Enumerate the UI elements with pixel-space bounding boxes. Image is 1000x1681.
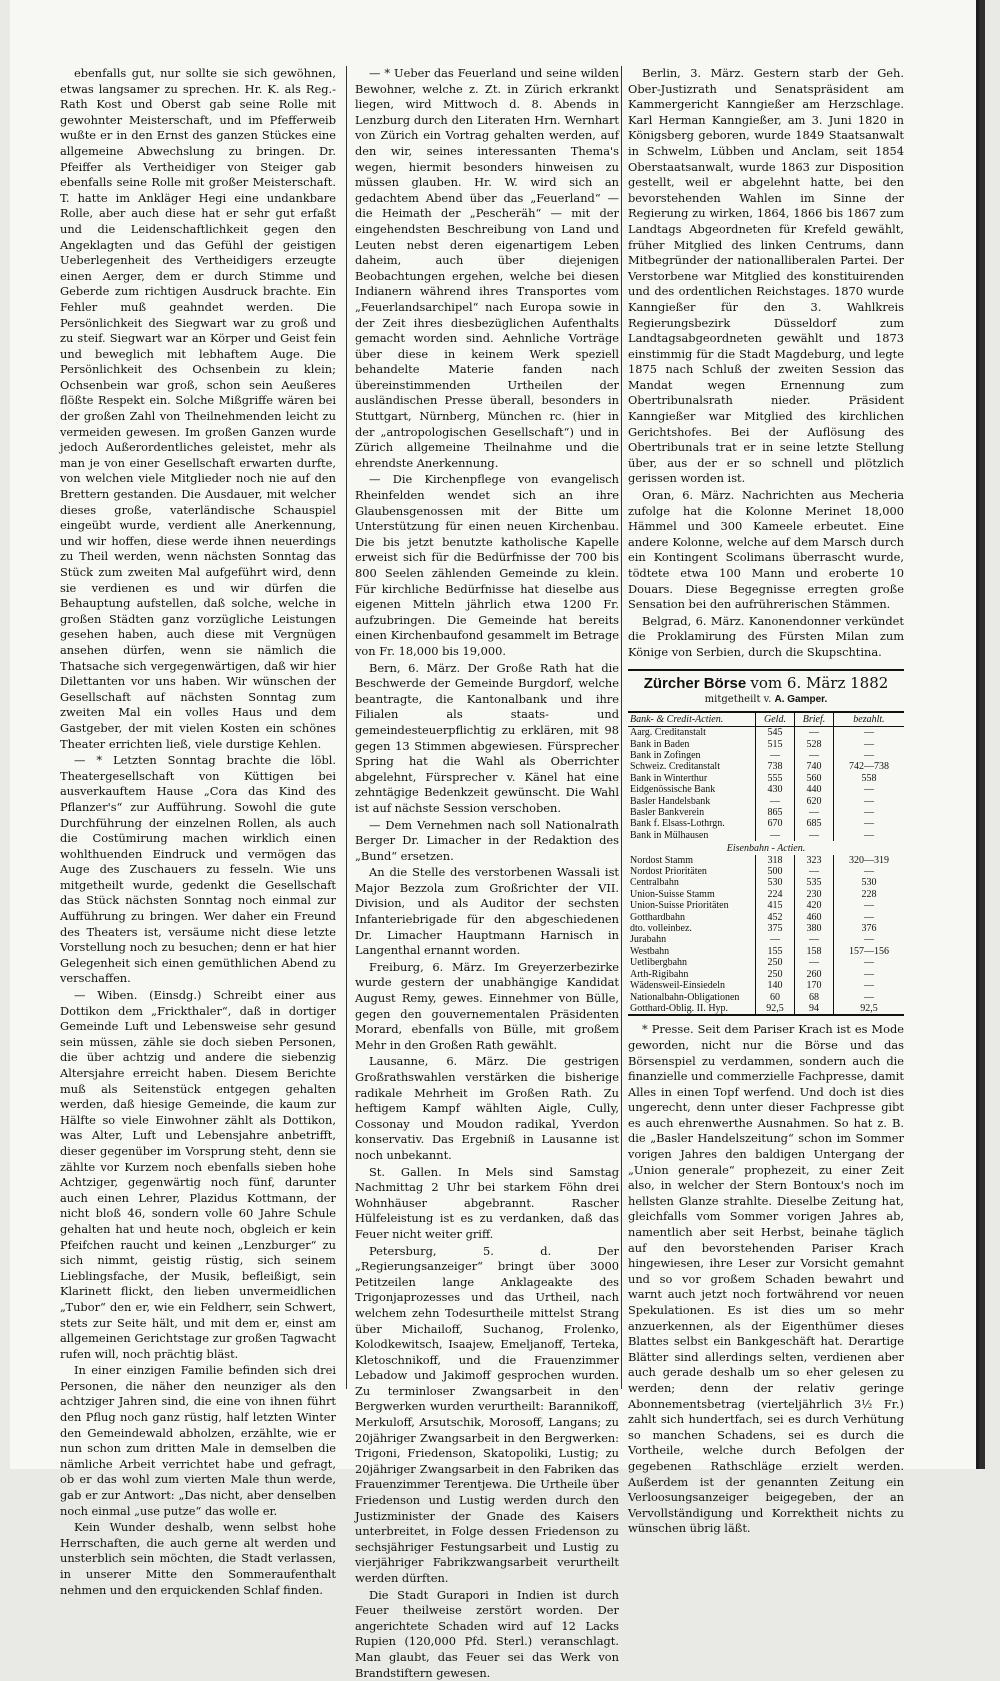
bid-price: 155 xyxy=(756,946,795,957)
bid-price: 250 xyxy=(756,957,795,968)
article-paragraph: — * Ueber das Feuerland und seine wilden Bewohner, welche z. Zt. in Zürich erkrankt liegen, wird Mittwoch d. 8. Abends in Lenzburg durch den Literaten Hrn. Wernhart von Zürich ein Vortrag gehalten werden, auf den wir, seines interessanten Thema's wegen, hiermit besonders hinweisen zu müssen glauben. Hr. W. wird sich an gedachtem Abend über das „Feuerland“ — die Heimath der „Pescheräh“ — mit der eingehendsten Beschreibung von Land und Leuten nebst deren eigenartigem Leben daheim, auch über diejenigen Beobachtungen ergehen, welche bei diesen Indianern während ihres Transportes vom „Feuerlandsarchipel“ nach Europa sowie in der Zeit ihres diesbezüglichen Aufenthalts gemacht worden sind. Aehnliche Vorträge über diese in keinem Werk speziell behandelte Materie fanden nach übereinstimmenden Urtheilen der ausländischen Presse überall, besonders in Stuttgart, Nürnberg, München rc. (hier in der „antropologischen Gesellschaft“) und in Zürich allgemeine Theilnahme und die ehrendste Anerkennung. xyxy=(355,66,619,470)
bid-price: 318 xyxy=(756,855,795,866)
paid-price: — xyxy=(834,980,905,991)
bid-price: 92,5 xyxy=(756,1003,795,1015)
security-name: Gotthard-Oblig. II. Hyp. xyxy=(628,1003,756,1015)
paid-price: 742—738 xyxy=(834,761,905,772)
article-paragraph: Berlin, 3. März. Gestern starb der Geh. Ober-Justizrath und Senatspräsident am Kammergericht Kanngießer am Herzschlage. Karl Herman Kanngießer, am 3. Juni 1820 in Königsberg geboren, wurde 1849 Staatsanwalt in Schwelm, Lübben und Anclam, seit 1854 Oberstaatsanwalt, wurde 1863 zur Disposition gestellt, weil er abgelehnt hatte, bei den bevorstehenden Wahlen im Sinne der Regierung zu wirken, 1864, 1866 bis 1867 zum Landtags Abgeordneten für Krefeld gewählt, früher Mitglied des linken Centrums, dann Mitbegründer der nationalliberalen Partei. Der Verstorbene war Mitglied des konstituirenden und des ordentlichen Reichstages. 1870 wurde Kanngießer für den 3. Wahlkreis Regierungsbezirk Düsseldorf zum Landtagsabgeordneten gewählt und 1873 einstimmig für die Stadt Magdeburg, und legte 1875 nach Schluß der zweiten Session das Mandat wegen Ernennung zum Obertribunalsrath nieder. Präsident Kanngießer war Mitglied des kirchlichen Gerichtshofes. Bei der Auflösung des Obertribunals trat er in seine letzte Stellung über, aus der er so schnell und plötzlich gerissen worden ist. xyxy=(628,66,904,486)
paid-price: — xyxy=(834,934,905,945)
table-row xyxy=(628,739,904,750)
article-paragraph: — * Letzten Sonntag brachte die löbl. Theatergesellschaft von Küttigen bei ausverkauftem Hause „Cora das Kind des Pflanzer's“ zur Aufführung. Sowohl die gute Durchführung der einzelnen Rollen, als auch die Costümirung machen wirklich einen wohlthuenden Eindruck und vermögen das Auge des Zuschauers zu fesseln. Wie uns mitgetheilt wurde, gedenkt die Gesellschaft das Stück nächsten Sonntag noch einmal zur Aufführung zu bringen. Wer daher ein Freund des Theaters ist, versäume nicht diese letzte Vorstellung noch zu besuchen; denn er hat hier Gelegenheit sich einen gemüthlichen Abend zu verschaffen. xyxy=(60,753,336,986)
table-row xyxy=(628,818,904,829)
table-row xyxy=(628,796,904,807)
table-row xyxy=(628,1003,904,1015)
table-row xyxy=(628,992,904,1003)
bid-price: 140 xyxy=(756,980,795,991)
bid-price: 415 xyxy=(756,900,795,911)
table-section-row xyxy=(628,841,904,854)
credit-prefix: mitgetheilt v. xyxy=(704,694,772,706)
bid-price: 500 xyxy=(756,866,795,877)
bid-price: 430 xyxy=(756,784,795,795)
ask-price: 260 xyxy=(795,969,834,980)
ask-price: — xyxy=(795,934,834,945)
paid-price: — xyxy=(834,866,905,877)
table-row xyxy=(628,934,904,945)
bid-price: — xyxy=(756,796,795,807)
article-paragraph: * Presse. Seit dem Pariser Krach ist es Mode geworden, nicht nur die Börse und das Börsenspiel zu verdammen, sondern auch die finanzielle und commerzielle Fachpresse, damit Alles in einen Topf werfend. Und doch ist dies ungerecht, denn unter dieser Fachpresse gibt es auch ehrenwerthe Ausnahmen. So hat z. B. die „Basler Handelszeitung“ schon im Sommer vorigen Jahres den baldigen Untergang der „Union generale“ prophezeit, zu einer Zeit also, in welcher der Stern Bontoux's noch im hellsten Glanze strahlte. Dieselbe Zeitung hat, gleichfalls vom Sommer vorigen Jahres ab, namentlich aber seit Herbst, beinahe täglich auf den bevorstehenden Pariser Krach hingewiesen, ihre Leser zur Vorsicht gemahnt und so vor großem Schaden bewahrt und warnt auch jetzt noch fortwährend vor neuen Spekulationen. Es ist dies um so mehr anzuerkennen, als der Eigenthümer dieses Blattes selbst ein Bankgeschäft hat. Derartige Blätter sind allerdings selten, verdienen aber auch gerade deshalb um so eher gelesen zu werden; denn der relativ geringe Abonnementsbetrag (vierteljährlich 3½ Fr.) zahlt sich hundertfach, sei es durch Verhütung so manchen Schadens, sei es durch die Vortheile, welche durch Befolgen der gegebenen Rathschläge erzielt werden. Außerdem ist der genannten Zeitung ein Verloosungsanzeiger beigegeben, der an Vervollständigung und Korrektheit nichts zu wünschen übrig läßt. xyxy=(628,1022,904,1536)
security-name: Bank in Winterthur xyxy=(630,772,708,784)
bid-price: 530 xyxy=(756,877,795,888)
security-name: Nordost Prioritäten xyxy=(630,866,707,878)
security-name: Nationalbahn-Obligationen xyxy=(630,991,740,1003)
article-paragraph: Lausanne, 6. März. Die gestrigen Großrathswahlen verstärken die bisherige radikale Mehrheit im Großen Rath. Zu heftigem Kampf wählten Aigle, Cully, Cossonay und Moudon radikal, Yverdon konservativ. Das Ergebniß in Lausanne ist noch unbekannt. xyxy=(355,1054,619,1162)
article-paragraph: ebenfalls gut, nur sollte sie sich gewöhnen, etwas langsamer zu sprechen. Hr. K. als Reg.-Rath Kost und Oberst gab seine Rolle mit gewohnter Meisterschaft, und im Pfefferweib wußte er in den Ernst des ganzen Stückes eine allgemeine Abwechslung zu bringen. Dr. Pfeiffer als Vertheidiger von Steiger gab ebenfalls seine Rolle mit großer Meisterschaft. T. hatte im Ankläger Hegi eine undankbare Rolle, aber auch diese hat er sehr gut erfaßt und die Leidenschaftlichkeit gegen den Angeklagten und das Gefühl der geistigen Ueberlegenheit des Vertheidigers erzeugte einen Aerger, dem er durch Stimme und Geberde zum richtigen Ausdruck brachte. Ein Fehler muß geahndet werden. Die Persönlichkeit des Siegwart war zu groß und zu steif. Siegwart war an Körper und Geist fein und beweglich mit lebhaftem Auge. Die Persönlichkeit des Ochsenbein zu klein; Ochsenbein war groß, schon sein Aeußeres flößte Respekt ein. Solche Mißgriffe wären bei der großen Zahl von Theilnehmenden leicht zu vermeiden gewesen. Im großen Ganzen wurde jedoch Außerordentliches geleistet, mehr als man je von einer Gesellschaft erwarten durfte, von welchen viele Mitglieder noch nie auf den Brettern gestanden. Die Ausdauer, mit welcher dieses große, vaterländische Schauspiel eingeübt wurde, verdient alle Anerkennung, und wir hoffen, diese werde ihnen neuerdings zu Theil werden, wenn nächsten Sonntag das Stück zum zweiten Mal aufgeführt wird, denn sie verdienen es und wir dürfen die Behauptung aufstellen, daß solche, welche in großen Städten ganz vorzügliche Leistungen gesehen haben, auch diese mit Vergnügen ansehen dürfen, wenn sie nämlich die Thatsache sich vergegenwärtigen, daß wir hier Dilettanten vor uns haben. Wir wünschen der Gesellschaft auf nächsten Sonntag zum zweiten Mal ein volles Haus und dem Gastgeber, der mit vielen Kosten ein schönes Theater errichten ließ, viele durstige Kehlen. xyxy=(60,66,336,751)
paid-price: — xyxy=(834,750,905,761)
article-paragraph: — Wiben. (Einsdg.) Schreibt einer aus Dottikon dem „Frickthaler“, daß in dortiger Gemeinde Luft und Lebensweise sehr gesund sein müssen, zähle sie doch sieben Personen, die über achtzig und andere die siebenzig Altersjahre erreicht haben. Diesem Berichte muß als Seitenstück entgegen gehalten werden, daß hiesige Gemeinde, die kaum zur Hälfte so viele Einwohner zählt als Dottikon, was Alter, Luft und Lebensjahre anbetrifft, dieser gegenüber im Vorsprung steht, denn sie zählte vor Kurzem noch ebenfalls sieben hohe Achtziger, gegenwärtig noch fünf, darunter auch einen Lehrer, Plazidus Kottmann, der nicht bloß 46, sondern volle 60 Jahre Schule gehalten hat und heute noch, obgleich er kein Pfeifchen raucht und keinen „Lenzburger“ zu sich nimmt, geistig rüstig, sich seinem Lieblingsfache, der Musik, befleißigt, sein Klarinett flickt, den lieben unvermeidlichen „Tubor“ den er, wie ein Feldherr, sein Schwert, stets zur Seite hält, und mit dem er, einst am allgemeinen Gerichtstage zur großen Tagwacht rufen will, noch prächtig bläst. xyxy=(60,988,336,1361)
article-paragraph: Bern, 6. März. Der Große Rath hat die Beschwerde der Gemeinde Burgdorf, welche beantragte, die Kantonalbank und ihre Filialen als staats- und gemeindesteuerpflichtig zu erklären, mit 98 gegen 13 Stimmen abgewiesen. Fürsprecher Spring hat die Wahl als Oberrichter abgelehnt, Fürsprecher v. Känel hat eine zehntägige Bedenkzeit gewünscht. Die Wahl ist auf nächste Session verschoben. xyxy=(355,660,619,815)
table-row xyxy=(628,980,904,991)
table-row xyxy=(628,727,904,739)
bid-price: 865 xyxy=(756,807,795,818)
ask-price: — xyxy=(795,807,834,818)
stock-exchange-date: vom 6. März 1882 xyxy=(750,673,889,692)
table-row xyxy=(628,784,904,795)
security-name: Bank in Zofingen xyxy=(630,749,701,761)
article-paragraph: Die Stadt Guraporі in Indien ist durch Feuer theilweise zerstört worden. Der angerichtete Schaden wird auf 12 Lacks Rupien (120,000 Pfd. Sterl.) veranschlagt. Man glaubt, das Feuer sei das Werk von Brandstiftern gewesen. xyxy=(355,1587,619,1680)
paid-price: — xyxy=(834,830,905,841)
security-name: Eidgenössische Bank xyxy=(630,784,716,796)
paid-price: — xyxy=(834,796,905,807)
paid-price: — xyxy=(834,912,905,923)
paid-price: 92,5 xyxy=(834,1003,905,1015)
security-name: Union-Suisse Stamm xyxy=(630,888,715,900)
ask-price: 620 xyxy=(795,796,834,807)
bid-price: 60 xyxy=(756,992,795,1003)
paid-price: 228 xyxy=(834,889,905,900)
security-name: dto. volleinbez. xyxy=(630,923,692,935)
ask-price: 460 xyxy=(795,912,834,923)
ask-price: 440 xyxy=(795,784,834,795)
article-paragraph: — Die Kirchenpflege von evangelisch Rheinfelden wendet sich an ihre Glaubensgenossen mit der Bitte um Unterstützung für einen neuen Kirchenbau. Die bis jetzt benutzte katholische Kapelle erweist sich für die Bedürfnisse der 700 bis 800 Seelen zählenden Gemeinde zu klein. Für kirchliche Bedürfnisse hat dieselbe aus eigenen Mitteln jährlich etwa 1200 Fr. aufzubringen. Die Gemeinde hat bereits einen Kirchenbaufond gesammelt im Betrage von Fr. 18,000 bis 19,000. xyxy=(355,472,619,658)
paid-price: 157—156 xyxy=(834,946,905,957)
paid-price: 376 xyxy=(834,923,905,934)
section-label: Eisenbahn - Actien. xyxy=(726,843,806,855)
stock-exchange-credit xyxy=(628,692,904,713)
paid-price: — xyxy=(834,818,905,829)
bid-price: 545 xyxy=(756,727,795,739)
paid-price: — xyxy=(834,739,905,750)
table-row xyxy=(628,773,904,784)
stock-exchange-box xyxy=(628,669,904,1017)
newspaper-page xyxy=(10,0,979,1680)
table-row xyxy=(628,877,904,888)
article-paragraph: An die Stelle des verstorbenen Wassali ist Major Bezzola zum Großrichter der VII. Division, und als Auditor der sechsten Infanteriebrigade für den abgeschiedenen Dr. Limacher Hauptmann Harnisch in Langenthal ernannt worden. xyxy=(355,865,619,958)
table-row xyxy=(628,946,904,957)
ask-price: 528 xyxy=(795,739,834,750)
column-right xyxy=(628,66,904,1536)
ask-price: 560 xyxy=(795,773,834,784)
article-paragraph: Oran, 6. März. Nachrichten aus Mecheria zufolge hat die Kolonne Merinet 18,000 Hämmel und 300 Kameele erbeutet. Eine andere Kolonne, welche auf dem Marsch durch ein Kontingent Scolimans überrascht wurde, tödtete etwa 100 Mann und eroberte 10 Douars. Diese Begegnisse erregten große Sensation bei den aufrührerischen Stämmen. xyxy=(628,488,904,612)
security-name: Arth-Rigibahn xyxy=(630,968,689,980)
ask-price: 685 xyxy=(795,818,834,829)
security-name: Basler Handelsbank xyxy=(630,795,711,807)
paid-price: — xyxy=(834,992,905,1003)
article-paragraph: Freiburg, 6. März. Im Greyerzerbezirke wurde gestern der unabhängige Kandidat August Remy, gewes. Einnehmer von Bülle, gegen den gouvernementalen Präsidenten Morard, ebenfalls von Bülle, mit großem Mehr in den Großen Rath gewählt. xyxy=(355,959,619,1052)
ask-price: — xyxy=(795,957,834,968)
security-name: Jurabahn xyxy=(630,934,667,946)
ask-price: 170 xyxy=(795,980,834,991)
bid-price: 250 xyxy=(756,969,795,980)
bid-price: 375 xyxy=(756,923,795,934)
article-paragraph: Petersburg, 5. d. Der „Regierungsanzeiger“ bringt über 3000 Petitzeilen lange Anklageakte des Trigonjaprozesses und das Urtheil, nach welchem zehn Todesurtheile mittelst Strang über Michailoff, Suchanog, Frolenko, Kolodkewitsch, Isaajew, Emeljanoff, Terteka, Kletoschnikoff, und die Frauenzimmer Lebadow und Jakimoff gesprochen wurden. Zu terminloser Zwangsarbeit in den Bergwerken wurden verurtheilt: Barannikoff, Merkuloff, Arsutschik, Morosoff, Langans; zu 20jähriger Zwangsarbeit in den Bergwerken: Trigoni, Friedenson, Skatopoliki, Lustig; zu 20jähriger Zwangsarbeit in den Fabriken das Frauenzimmer Terentjewa. Die Urtheile über Friedenson und Lustig werden durch den Justizminister der Gnade des Kaisers unterbreitet, in Folge dessen Friedenson zu sechsjähriger Festungsarbeit und Lustig zu vierjähriger Fabrikzwangsarbeit verurtheilt werden dürften. xyxy=(355,1243,619,1585)
article-paragraph: Kein Wunder deshalb, wenn selbst hohe Herrschaften, die auch gerne alt werden und unsterblich sein möchten, die Stadt verlassen, in unserer Mitte den Sommeraufenthalt nehmen und den erquickenden Schlaf finden. xyxy=(60,1520,336,1597)
security-name: Schweiz. Creditanstalt xyxy=(630,761,720,773)
security-name: Union-Suisse Prioritäten xyxy=(630,900,729,912)
col-header: bezahlt. xyxy=(834,713,905,727)
article-paragraph: St. Gallen. In Mels sind Samstag Nachmittag 2 Uhr bei starkem Föhn drei Wohnhäuser abgebrannt. Rascher Hülfeleistung ist es zu verdanken, daß das Feuer nicht weiter griff. xyxy=(355,1164,619,1241)
stock-exchange-name: Zürcher Börse xyxy=(643,674,747,692)
security-name: Aarg. Creditanstalt xyxy=(630,727,706,739)
security-name: Bank f. Elsass-Lothrgn. xyxy=(630,818,725,830)
paid-price: — xyxy=(834,807,905,818)
table-row xyxy=(628,830,904,841)
col-header: Bank- & Credit-Actien. xyxy=(628,713,756,727)
paid-price: — xyxy=(834,900,905,911)
paid-price: — xyxy=(834,969,905,980)
credit-name: A. Gamper. xyxy=(774,694,828,706)
table-row xyxy=(628,866,904,877)
table-row xyxy=(628,957,904,968)
stock-table xyxy=(628,713,904,1017)
article-paragraph: Belgrad, 6. März. Kanonendonner verkündet die Proklamirung des Fürsten Milan zum Könige von Serbien, durch die Skupschtina. xyxy=(628,613,904,659)
table-row xyxy=(628,969,904,980)
bid-price: — xyxy=(756,830,795,841)
ask-price: 94 xyxy=(795,1003,834,1015)
ask-price: — xyxy=(795,727,834,739)
ask-price: 380 xyxy=(795,923,834,934)
column-left xyxy=(60,66,336,1597)
article-paragraph: In einer einzigen Familie befinden sich drei Personen, die näher den neunziger als den achtziger Jahren sind, die eine von ihnen führt den Pflug noch ganz rüstig, half letzten Winter den Gemeindewald abholzen, erzählte, wie er nun schon zum dritten Male in demselben die nämliche Arbeit verrichtet habe und gefragt, ob er das wohl zum vierten Male thun werde, gab er zur Antwort: „Das nicht, aber denselben noch einmal „use putze“ das wolle er. xyxy=(60,1363,336,1518)
security-name: Bank in Mülhausen xyxy=(630,829,709,841)
security-name: Basler Bankverein xyxy=(630,807,705,818)
table-row xyxy=(628,900,904,911)
paid-price: — xyxy=(834,784,905,795)
paid-price: — xyxy=(834,727,905,739)
article-paragraph: — Dem Vernehmen nach soll Nationalrath Berger Dr. Limacher in der Redaktion des „Bund“ ersetzen. xyxy=(355,817,619,863)
bid-price: — xyxy=(756,934,795,945)
bid-price: 670 xyxy=(756,818,795,829)
column-rule xyxy=(346,66,347,1389)
table-row xyxy=(628,889,904,900)
ask-price: — xyxy=(795,750,834,761)
table-row xyxy=(628,923,904,934)
bid-price: 738 xyxy=(756,761,795,772)
security-name: Centralbahn xyxy=(630,877,679,889)
stock-exchange-title xyxy=(628,673,904,692)
bid-price: 452 xyxy=(756,912,795,923)
col-header: Geld. xyxy=(756,713,795,727)
table-row xyxy=(628,912,904,923)
stock-table-header xyxy=(628,713,904,727)
bid-price: — xyxy=(756,750,795,761)
ask-price: 535 xyxy=(795,877,834,888)
table-row xyxy=(628,750,904,761)
security-name: Uetlibergbahn xyxy=(630,957,688,969)
security-name: Gotthardbahn xyxy=(630,911,685,923)
paid-price: 530 xyxy=(834,877,905,888)
bid-price: 224 xyxy=(756,889,795,900)
paid-price: 558 xyxy=(834,773,905,784)
ask-price: 740 xyxy=(795,761,834,772)
table-row xyxy=(628,807,904,818)
column-middle xyxy=(355,66,619,1680)
paid-price: 320—319 xyxy=(834,855,905,866)
bid-price: 555 xyxy=(756,773,795,784)
ask-price: — xyxy=(795,830,834,841)
ask-price: 323 xyxy=(795,855,834,866)
table-row xyxy=(628,761,904,772)
ask-price: — xyxy=(795,866,834,877)
security-name: Bank in Baden xyxy=(630,738,690,750)
paid-price: — xyxy=(834,957,905,968)
security-name: Westbahn xyxy=(630,945,670,957)
table-row xyxy=(628,855,904,866)
security-name: Nordost Stamm xyxy=(630,854,694,866)
col-header: Brief. xyxy=(795,713,834,727)
column-rule xyxy=(621,66,622,1389)
security-name: Wädensweil-Einsiedeln xyxy=(630,980,725,992)
bid-price: 515 xyxy=(756,739,795,750)
ask-price: 420 xyxy=(795,900,834,911)
ask-price: 158 xyxy=(795,946,834,957)
ask-price: 68 xyxy=(795,992,834,1003)
ask-price: 230 xyxy=(795,889,834,900)
